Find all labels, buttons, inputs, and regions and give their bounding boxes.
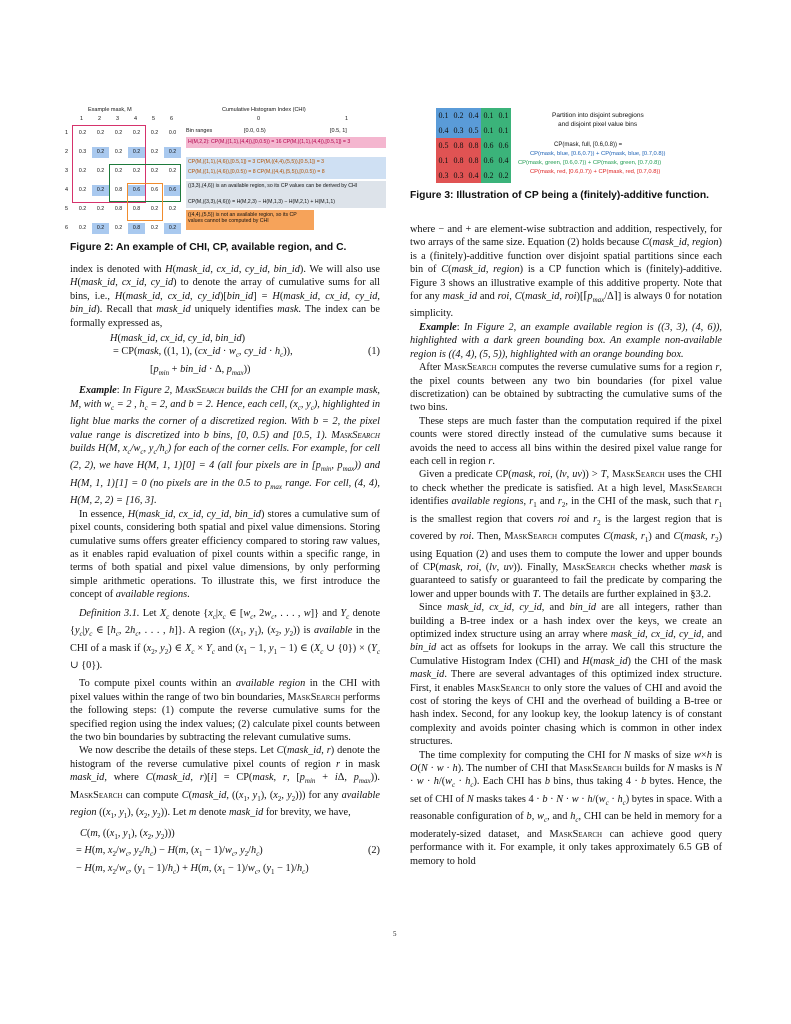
- mask-cell: 0.2: [164, 147, 181, 158]
- row-header: 6: [65, 225, 69, 231]
- mask-cell: 0.2: [92, 147, 109, 158]
- mask-cell: 0.2: [78, 206, 87, 212]
- mask-cell: 0.6: [150, 187, 159, 193]
- fig3-note-1: Partition into disjoint subregions: [552, 112, 644, 119]
- mask-cell: 0.2: [114, 168, 123, 174]
- matrix-cell: 0.4: [436, 123, 451, 138]
- matrix-cell: 0.8: [451, 153, 466, 168]
- left-column: index is denoted with H(mask_id, cx_id, cy_id, bin_id). We will also use H(mask_id, cx_id, cy_id) to denote the array of cumulative sums for all bins, i.e., H(mask_id, cx_id, cy_id)[bin_id] = H(mask_id, cx_id, cy_id, bin_id). Recall that mask_id uniquely identifies mask. The index can be formally expressed as, H(mask_id, cx_id, cy_id, bin_id) = CP(mask, ((1, 1), (cx_id · $w_c$, cy_id · $h_c$)), (1) [$p_{min}$ + bin_id · Δ, $p_{max}$)) Example: In Figure 2, MaskSearch builds the CHI for an example mask, M, with $w_c = 2$ , $h_c = 2$, and b = 2. Hence, each cell, ($x_c$, $y_c$), highlighted in light blue marks the corner of a discretized region. With b = 2, the pixel value range is discretized into b bins, [0, 0.5) and [0.5, 1). MaskSearch builds H(M, $x_c/w_c$, $y_c/h_c$) for each of the corner cells. For example, for cell (2, 2), we have H(M, 1, 1)[0] = 4 (all four pixels are in [$p_{min}$, $p_{max}$)) and H(M, 1, 1)[1] = 0 (no pixels are in the 0.5 to $p_{max}$ range. For cell, (4, 4), H(M, 2, 2) = [16, 3]. In essence, H(mask_id, cx_id, cy_id, bin_id) stores a cumulative sum of pixel counts, considering both spatial and pixel value dimensions. Storing cumulative sums offers greater efficiency compared to storing raw values, as it enables rapid evaluation of pixel counts within a specific range, in terms of both spatial and pixel value dimensions, by only performing simple arithmetic operations. To illustrate this, we first introduce the concept of available regions. Definition 3.1. Let $X_c$ denote {$x_c|x_c$ ∈ [$w_c$, $2w_c$, . . . , w]} and $Y_c$ denote {$y_c|y_c$ ∈ [$h_c$, $2h_c$, . . . , h]}. A region (($x_1$, $y_1$), ($x_2$, $y_2$)) is available in the CHI of a mask if ($x_2$, $y_2$) ∈ $X_c \times Y_c$ and ($x_1 - 1$, $y_1 - 1$) ∈ ($X_c$ ∪ $\{0\}) \times (Y_c$ ∪ {0}). To compute pixel counts within an available region in the CHI with pixel values within the range of two bin boundaries, MaskSearch performs the following steps: (1) compute the reverse cumulative sums for the specified region using the index values; (2) calculate pixel counts between the two bin boundaries by subtracting the relevant cumulative sums. We now describe the details of these steps. Let C(mask_id, r) denote the histogram of the reverse cumulative pixel counts of region r in mask mask_id, where C(mask_id, r)[i] = CP(mask, r, [$p_{min} + i\Delta$, $p_{max}$)). MaskSearch can compute C(mask_id, (($x_1$, $y_1$), ($x_2$, $y_2$))) for any available region (($x_1$, $y_1$), ($x_2$, $y_2$)). Let m denote mask_id for brevity, we have, C(m, (($x_1$, $y_1$), ($x_2$, $y_2$))) = H(m, $x_2/w_c$, $y_2/h_c) - H(m$, $(x_1 - 1)/w_c$, $y_2/h_c$) (2) − H(m, $x_2/w_c$, $(y_1 - 1)/h_c) + H(m$, $(x_1 - 1)/w_c$, $(y_1 - 1)/h_c$): [70, 264, 381, 876]
- mask-cell: 0.6: [164, 185, 181, 196]
- mask-cell: 0.2: [150, 168, 159, 174]
- figure-2-caption: Figure 2: An example of CHI, CP, available region, and C.: [70, 242, 347, 253]
- col-header: 2: [98, 116, 102, 122]
- matrix-cell: 0.8: [466, 153, 481, 168]
- gray-box-text-1: ((3,3),(4,6)) is an available region, so its CP values can be derived by CHI: [188, 183, 358, 189]
- page-number: 5: [393, 930, 397, 938]
- mask-cell: 0.2: [78, 130, 87, 136]
- row-header: 3: [65, 168, 69, 174]
- matrix-cell: 0.3: [436, 168, 451, 183]
- mask-cell: 0.8: [128, 223, 145, 234]
- mask-cell: 0.2: [114, 225, 123, 231]
- mask-cell: 0.2: [164, 223, 181, 234]
- mask-title: Example mask, M: [88, 107, 132, 113]
- col-header: 1: [80, 116, 84, 122]
- matrix-cell: 0.3: [451, 123, 466, 138]
- matrix-cell: 0.2: [496, 168, 511, 183]
- mask-cell: 0.2: [132, 130, 141, 136]
- mask-cell: 0.2: [78, 187, 87, 193]
- col-header: 5: [152, 116, 156, 122]
- matrix-cell: 0.4: [496, 153, 511, 168]
- right-column: where − and + are element-wise subtraction and addition, respectively, for two arrays of the same size. Equation (2) holds because C(mask_id, region) is a (finitely)-additive function over disjoint spatial partitions since each bin of C(mask_id, region) is a CP function which is (finitely)-additive. Figure 3 shows an illustrative example of this additive property. Note that for any mask_id and roi, C(mask_id, $roi)[⌈p_{max}/\Delta⌉]$ is always 0 for notation simplicity. Example: In Figure 2, an example available region is ((3, 3), (4, 6)), highlighted with a dark green bounding box. An example non-available region is ((4, 4), (5, 5)), highlighted with an orange bounding box. After MaskSearch computes the reverse cumulative sums for a region r, the pixel counts between any two bin boundaries (for pixel value discretization) can be obtained by subtracting the cumulative sums of the two bins. These steps are much faster than the computation required if the pixel counts were stored directly instead of the cumulative sums because it avoids the need to access all bins within the desired pixel value range for each cell in region r. Given a predicate CP(mask, roi, (lv, uv)) > T, MaskSearch uses the CHI to check whether the predicate is satisfied. At a high level, MaskSearch identifies available regions, $r_1$ and $r_2$, in the CHI of the mask, such that $r_1$ is the smallest region that covers roi and $r_2$ is the largest region that is covered by roi. Then, MaskSearch computes C(mask, $r_1$) and C(mask, $r_2$) using Equation (2) and uses them to compute the lower and upper bounds of CP(mask, roi, (lv, uv)). Finally, MaskSearch checks whether mask is guaranteed to satisfy or guaranteed to fail the predicate by comparing the lower and upper bounds with T. The details are further explained in §3.2. Since mask_id, cx_id, cy_id, and bin_id are all integers, rather than building a B-tree index or a hash index over the keys, we create an optimized index structure using an array where mask_id, cx_id, cy_id, and bin_id act as offsets for lookups in the array. We call this structure the Cumulative Histogram Index (CHI) and H(mask_id) the CHI of the mask mask_id. There are several advantages of this optimized index structure. First, it enables MaskSearch to only store the values of CHI and avoid the cost of storing the keys of CHI and the overhead of building a B-tree or hash index. Second, for any lookup key, the lookup latency is of constant complexity and avoids pointer chasing which is common in other index structures. The time complexity for computing the CHI for N masks of size w×h is O(N · w · h). The number of CHI that MaskSearch builds for N masks is $N \cdot w \cdot h/(w_c \cdot h_c)$. Each CHI has b bins, thus taking 4 · b bytes. Hence, the set of CHI of N masks takes $4 \cdot b \cdot N \cdot w \cdot h/(w_c \cdot h_c)$ bytes in space. With a reasonable configuration of b, $w_c$, and $h_c$, CHI can be held in memory for a moderately-sized dataset, and MaskSearch can achieve good query performance with it. For example, it only takes approximately 6.5 GB of memory to hold: [410, 224, 723, 867]
- bin-ranges-label: Bin ranges: [186, 128, 213, 134]
- fig3-note-2: and disjoint pixel value bins: [558, 121, 638, 128]
- row-header: 2: [65, 149, 69, 155]
- mask-cell: 0.2: [96, 168, 105, 174]
- chi-header-1: 1: [345, 116, 349, 122]
- orange-box-text: ((4,4),(5,5)) is not an available region, so its CP values cannot be computed by CHI: [188, 212, 297, 224]
- col-header: 6: [170, 116, 174, 122]
- mask-cell: 0.2: [78, 168, 87, 174]
- mask-cell: 0.8: [114, 187, 123, 193]
- gray-box-text-2: CP(M,((3,3),(4,6))) = H(M,2,3) − H(M,1,3) − H(M,2,1) + H(M,1,1): [188, 199, 336, 205]
- matrix-cell: 0.8: [466, 138, 481, 153]
- matrix-cell: 0.2: [451, 108, 466, 123]
- mask-cell: 0.2: [150, 206, 159, 212]
- mask-cell: 0.6: [128, 185, 145, 196]
- fig3-eq-3: CP(mask, green, [0.6,0.7)) + CP(mask, green, [0.7,0.8)): [518, 160, 662, 166]
- matrix-cell: 0.6: [496, 138, 511, 153]
- matrix-cell: 0.1: [436, 153, 451, 168]
- chi-title: Cumulative Histogram Index (CHI): [222, 107, 306, 113]
- bin-range-0: [0.0, 0.5): [244, 128, 266, 134]
- mask-cell: 0.2: [96, 130, 105, 136]
- matrix-cell: 0.1: [496, 108, 511, 123]
- matrix-cell: 0.1: [481, 108, 496, 123]
- orange-region-box: [127, 183, 163, 221]
- mask-cell: 0.0: [168, 130, 177, 136]
- matrix-cell: 0.3: [451, 168, 466, 183]
- chi-header-0: 0: [257, 116, 261, 122]
- mask-cell: 0.2: [92, 185, 109, 196]
- row-header: 1: [65, 130, 69, 136]
- blue-box-text-1: CP(M,((1,1),(4,6)),[0.5,1]) = 3 CP(M,((4,4),(5,5)),[0.5,1]) = 3: [188, 159, 325, 165]
- col-header: 3: [116, 116, 120, 122]
- mask-cell: 0.2: [96, 206, 105, 212]
- mask-cell: 0.2: [150, 149, 159, 155]
- mask-cell: 0.3: [78, 149, 87, 155]
- mask-cell: 0.2: [168, 168, 177, 174]
- row-header: 5: [65, 206, 69, 212]
- mask-cell: 0.2: [168, 206, 177, 212]
- mask-cell: 0.2: [128, 147, 145, 158]
- mask-cell: 0.2: [92, 223, 109, 234]
- mask-cell: 0.2: [150, 225, 159, 231]
- pink-box-text: H(M,2,2): CP(M,((1,1),(4,4)),[0,0.5)) = 16 CP(M,((1,1),(4,4)),[0.5,1]) = 3: [188, 139, 351, 145]
- figure-2: [62, 106, 392, 238]
- bin-range-1: [0.5, 1]: [330, 128, 347, 134]
- mask-cell: 0.8: [114, 206, 123, 212]
- mask-cell: 0.8: [132, 206, 141, 212]
- fig3-eq-4: CP(mask, red, [0.6,0.7)) + CP(mask, red, [0.7,0.8)): [530, 169, 661, 175]
- mask-cell: 0.2: [114, 130, 123, 136]
- figure-3: [436, 108, 736, 186]
- matrix-cell: 0.5: [466, 123, 481, 138]
- matrix-cell: 0.2: [481, 168, 496, 183]
- mask-cell: 0.2: [132, 168, 141, 174]
- fig3-eq-2: CP(mask, blue, [0.6,0.7)) + CP(mask, blue, [0.7,0.8)): [530, 151, 666, 157]
- matrix-cell: 0.1: [496, 123, 511, 138]
- row-header: 4: [65, 187, 69, 193]
- col-header: 4: [134, 116, 138, 122]
- figure-3-caption: Figure 3: Illustration of CP being a (finitely)-additive function.: [410, 190, 710, 201]
- matrix-cell: 0.8: [451, 138, 466, 153]
- mask-cell: 0.2: [150, 130, 159, 136]
- matrix-cell: 0.5: [436, 138, 451, 153]
- matrix-cell: 0.6: [481, 138, 496, 153]
- mask-cell: 0.2: [78, 225, 87, 231]
- blue-box-text-2: CP(M,((1,1),(4,6)),[0,0.5)) = 8 CP(M,((4,4),(5,5)),[0,0.5)) = 8: [188, 169, 325, 175]
- matrix-cell: 0.1: [436, 108, 451, 123]
- matrix-cell: 0.1: [481, 123, 496, 138]
- matrix-cell: 0.4: [466, 168, 481, 183]
- matrix-cell: 0.4: [466, 108, 481, 123]
- matrix-cell: 0.6: [481, 153, 496, 168]
- fig3-eq-1: CP(mask, full, [0.6,0.8)) =: [554, 142, 623, 148]
- mask-cell: 0.2: [114, 149, 123, 155]
